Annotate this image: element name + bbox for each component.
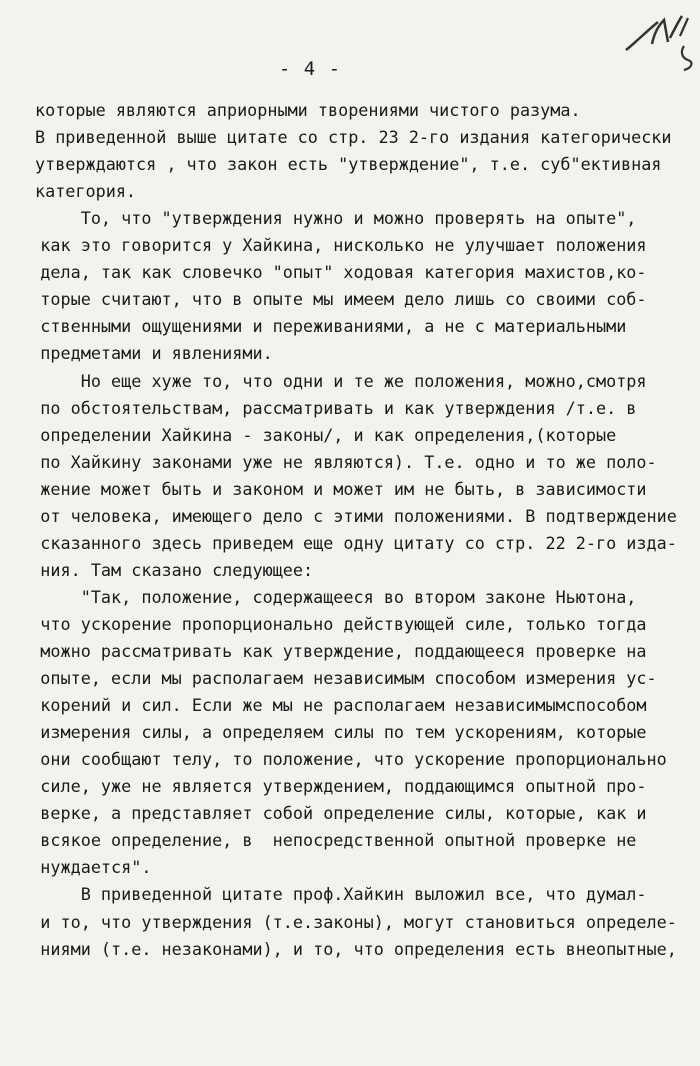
text-line: ственными ощущениями и переживаниями, а не с материальными (10, 316, 627, 337)
text-line: нуждается". (10, 857, 152, 878)
text-line: верке, а представляет собой определение силы, которые, как и (10, 803, 647, 824)
text-line: которые являются априорными творениями чистого разума. (35, 100, 581, 120)
text-line: измерения силы, а определяем силы по тем ускорениям, которые (10, 722, 647, 743)
text-line: сказанного здесь приведем еще одну цитату со стр. 22 2-го изда- (10, 532, 677, 553)
text-line: категория. (35, 181, 137, 202)
handwritten-annotation (618, 8, 698, 72)
text-line: ния. Там сказано следующее: (10, 559, 314, 580)
text-line: жение может быть и законом и может им не быть, в зависимости (10, 478, 647, 499)
text-line: дела, так как словечко "опыт" ходовая категория махистов,ко- (10, 262, 647, 283)
text-line: В приведенной цитате проф.Хайкин выложил все, что думал- (10, 884, 647, 905)
text-line: силе, уже не является утверждением, поддающимся опытной про- (10, 776, 647, 797)
text-line: можно рассматривать как утверждение, поддающееся проверке на (10, 641, 647, 661)
text-line: как это говорится у Хайкина, нисколько не улучшает положения (10, 235, 647, 256)
text-line: они сообщают телу, то положение, что ускорение пропорционально (10, 749, 667, 770)
text-line: Но еще хуже то, что одни и те же положения, можно,смотря (10, 370, 647, 391)
text-line: То, что "утверждения нужно и можно проверять на опыте", (10, 208, 637, 229)
text-line: "Так, положение, содержащееся во втором законе Ньютона, (10, 586, 637, 607)
text-line: определении Хайкина - законы/, и как определения,(которые (10, 424, 617, 445)
text-line: опыте, если мы располагаем независимым способом измерения ус- (10, 668, 657, 689)
text-line: торые считают, что в опыте мы имеем дело лишь со своими соб- (10, 289, 647, 310)
text-line: по обстоятельствам, рассматривать и как утверждения /т.е. в (10, 397, 637, 418)
text-line: и то, что утверждения (т.е.законы), могут становиться определе- (10, 911, 677, 932)
text-line: корений и сил. Если же мы не располагаем независимымспособом (10, 695, 647, 716)
text-line: от человека, имеющего дело с этими положениями. В подтверждение (10, 505, 677, 526)
text-line: ниями (т.е. незаконами), и то, что определения есть внеопытные, (10, 938, 677, 959)
text-line: предметами и явлениями. (10, 343, 273, 364)
text-line: по Хайкину законами уже не являются). Т.е. одно и то же поло- (10, 451, 657, 472)
text-line: В приведенной выше цитате со стр. 23 2-го издания категорически (35, 127, 672, 148)
text-line: что ускорение пропорционально действующей силе, только тогда (10, 613, 647, 634)
page-number: - 4 - (278, 58, 342, 80)
text-line: утверждаются , что закон есть "утверждение", т.е. суб"ективная (35, 154, 662, 175)
text-line: всякое определение, в непосредственной опытной проверке не (10, 830, 637, 851)
